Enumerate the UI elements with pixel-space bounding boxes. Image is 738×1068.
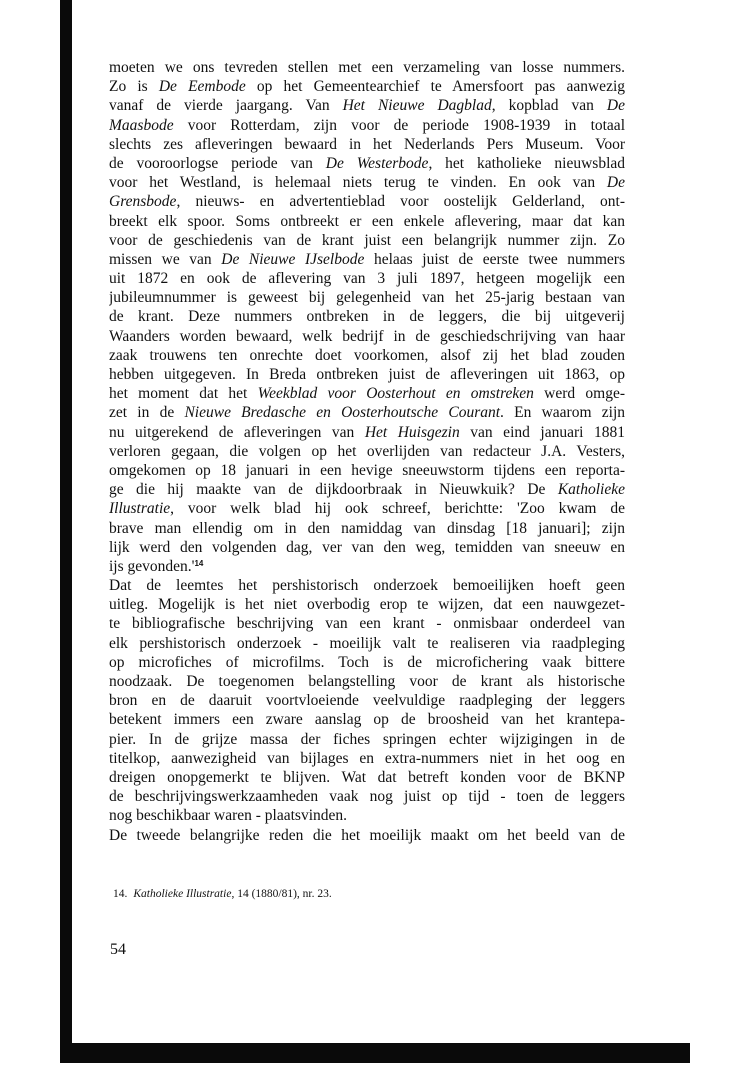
footnote-reference: 14: [194, 558, 204, 568]
text-segment: brave man ellendig om in den namiddag van dinsdag [18 januari]; zijn: [109, 519, 625, 537]
text-segment: , kopblad van: [491, 97, 607, 115]
text-segment: te bibliografische beschrijving van een krant - onmisbaar onderdeel van: [109, 615, 625, 633]
text-line: [109, 519, 625, 538]
text-line: [109, 403, 625, 422]
text-line: [109, 250, 625, 269]
text-segment: voor het Westland, is helemaal niets terug te vinden. En ook van: [109, 174, 607, 192]
text-segment: nog beschikbaar waren - plaatsvinden.: [109, 807, 348, 825]
text-segment: moeten we ons tevreden stellen met een verzameling van losse nummers.: [109, 59, 625, 76]
text-line: [109, 116, 625, 135]
italic-title: De Westerbode: [325, 154, 429, 172]
body-text: [109, 58, 625, 845]
italic-title: De: [606, 97, 625, 115]
text-line: [109, 231, 625, 250]
text-line: [109, 730, 625, 749]
footnote-title: Katholieke Illustratie: [133, 888, 232, 900]
text-line: [109, 307, 625, 326]
text-segment: uit 1872 en ook de aflevering van 3 juli 1897, hetgeen mogelijk een: [109, 270, 625, 288]
text-segment: hebben uitgegeven. In Breda ontbreken juist de afleveringen uit 1863, op: [109, 366, 625, 383]
text-line: [109, 461, 625, 480]
italic-title: Maasbode: [109, 116, 174, 134]
italic-title: De Nieuwe IJselbode: [221, 250, 365, 268]
text-line: [109, 327, 625, 346]
text-line: [109, 595, 625, 614]
text-segment: Dat de leemtes het pershistorisch onderzoek bemoeilijken hoeft geen: [109, 577, 625, 595]
footnote-number: 14.: [113, 888, 128, 900]
text-segment: . En waarom zijn: [500, 404, 625, 422]
text-segment: dreigen onopgemerkt te blijven. Wat dat betreft konden voor de BKNP: [109, 768, 625, 786]
text-line: [109, 614, 625, 633]
text-segment: vanaf de vierde jaargang. Van: [109, 97, 343, 115]
text-segment: werd omge-: [533, 385, 625, 403]
footnote-details: , 14 (1880/81), nr. 23.: [231, 888, 332, 900]
text-segment: lijk werd den volgenden dag, ver van den weg, temidden van sneeuw en: [109, 538, 625, 556]
text-segment: nu uitgerekend de afleveringen van: [109, 423, 365, 441]
italic-title: Katholieke: [557, 481, 625, 499]
text-segment: het moment dat het: [109, 385, 258, 403]
text-line: [109, 365, 625, 384]
text-segment: titelkop, aanwezigheid van bijlages en extra-nummers niet in het oog en: [109, 749, 625, 767]
scan-border-left: [60, 0, 72, 1043]
text-segment: , het katholieke nieuwsblad: [428, 154, 625, 172]
italic-title: Nieuwe Bredasche en Oosterhoutsche Courant: [184, 404, 501, 422]
text-line: [109, 269, 625, 288]
text-segment: voor de geschiedenis van de krant juist een belangrijk nummer zijn. Zo: [109, 231, 625, 249]
scan-border-bottom: [60, 1043, 690, 1063]
text-line: [109, 653, 625, 672]
text-segment: op het Gemeentearchief te Amersfoort pas aanwezig: [245, 78, 625, 96]
text-line: [109, 768, 625, 787]
text-line: [109, 288, 625, 307]
text-line: [109, 634, 625, 653]
text-line: [109, 96, 625, 115]
text-line: [109, 154, 625, 173]
italic-title: Weekblad voor Oosterhout en omstreken: [257, 385, 534, 403]
text-line: [109, 135, 625, 154]
text-segment: missen we van: [109, 250, 222, 268]
footnote-14: [113, 887, 332, 901]
text-line: [109, 672, 625, 691]
text-segment: elk pershistorisch onderzoek - moeilijk valt te realiseren via raadpleging: [109, 634, 625, 652]
text-line: [109, 346, 625, 365]
text-segment: zet in de: [109, 404, 185, 422]
text-line: [109, 480, 625, 499]
text-segment: jubileumnummer is geweest bij gelegenheid van het 25-jarig bestaan van: [109, 289, 625, 307]
text-line: [109, 423, 625, 442]
text-segment: slechts zes afleveringen bewaard in het Nederlands Pers Museum. Voor: [109, 135, 625, 153]
italic-title: Grensbode: [109, 193, 177, 211]
text-segment: Waanders worden bewaard, welk bedrijf in de geschiedschrijving van haar: [109, 327, 625, 345]
text-line: [109, 499, 625, 518]
text-segment: de vooroorlogse periode van: [109, 154, 326, 172]
text-segment: , voor welk blad hij ook schreef, berichtte: 'Zoo kwam de: [170, 500, 625, 518]
italic-title: De: [606, 174, 625, 192]
text-segment: voor Rotterdam, zijn voor de periode 1908-1939 in totaal: [173, 116, 625, 134]
text-line: [109, 710, 625, 729]
text-line: [109, 806, 625, 825]
text-segment: , nieuws- en advertentieblad voor oostelijk Gelderland, ont-: [176, 193, 625, 211]
text-line: [109, 77, 625, 96]
text-line: [109, 173, 625, 192]
text-segment: verloren gegaan, die volgen op het overlijden van redacteur J.A. Vesters,: [109, 442, 625, 460]
italic-title: De Eembode: [158, 78, 246, 96]
text-line: [109, 787, 625, 806]
text-line: [109, 691, 625, 710]
text-segment: noodzaak. De toegenomen belangstelling voor de krant als historische: [109, 673, 625, 690]
text-line: [109, 557, 625, 576]
text-segment: Zo is: [109, 78, 159, 96]
text-segment: op microfiches of microfilms. Toch is de microfichering vaak bittere: [109, 653, 625, 671]
text-segment: uitleg. Mogelijk is het niet overbodig erop te wijzen, dat een nauwgezet-: [109, 596, 625, 614]
text-segment: betekent immers een zware aanslag op de broosheid van het krantepa-: [109, 711, 625, 729]
text-segment: de beschrijvingswerkzaamheden vaak nog juist op tijd - toen de leggers: [109, 788, 625, 806]
text-line: [109, 538, 625, 557]
text-segment: van eind januari 1881: [459, 423, 625, 441]
text-line: [109, 212, 625, 231]
text-line: [109, 749, 625, 768]
text-line: [109, 58, 625, 77]
text-segment: ijs gevonden.': [109, 557, 195, 575]
text-segment: De tweede belangrijke reden die het moeilijk maakt om het beeld van de: [109, 826, 625, 844]
text-line: [109, 192, 625, 211]
text-line: [109, 826, 625, 845]
text-segment: pier. In de grijze massa der fiches springen echter wijzigingen in de: [109, 730, 625, 748]
text-line: [109, 442, 625, 461]
text-segment: bron en de daaruit voortvloeiende veelvuldige raadpleging der leggers: [109, 692, 625, 710]
italic-title: Het Nieuwe Dagblad: [342, 97, 492, 115]
text-segment: breekt elk spoor. Soms ontbreekt er een enkele aflevering, maar dat kan: [109, 212, 625, 230]
text-line: [109, 576, 625, 595]
page-number: 54: [110, 941, 126, 958]
text-segment: zaak trouwens ten onrechte doet voorkomen, alsof zij het blad zouden: [109, 346, 625, 364]
italic-title: Het Huisgezin: [364, 423, 460, 441]
text-segment: ge die hij maakte van de dijkdoorbraak in Nieuwkuik? De: [109, 481, 558, 499]
italic-title: Illustratie: [109, 500, 171, 518]
text-line: [109, 384, 625, 403]
text-segment: helaas juist de eerste twee nummers: [364, 250, 625, 268]
text-segment: omgekomen op 18 januari in een hevige sneeuwstorm tijdens een reporta-: [109, 461, 625, 479]
text-segment: de krant. Deze nummers ontbreken in de leggers, die bij uitgeverij: [109, 308, 625, 326]
